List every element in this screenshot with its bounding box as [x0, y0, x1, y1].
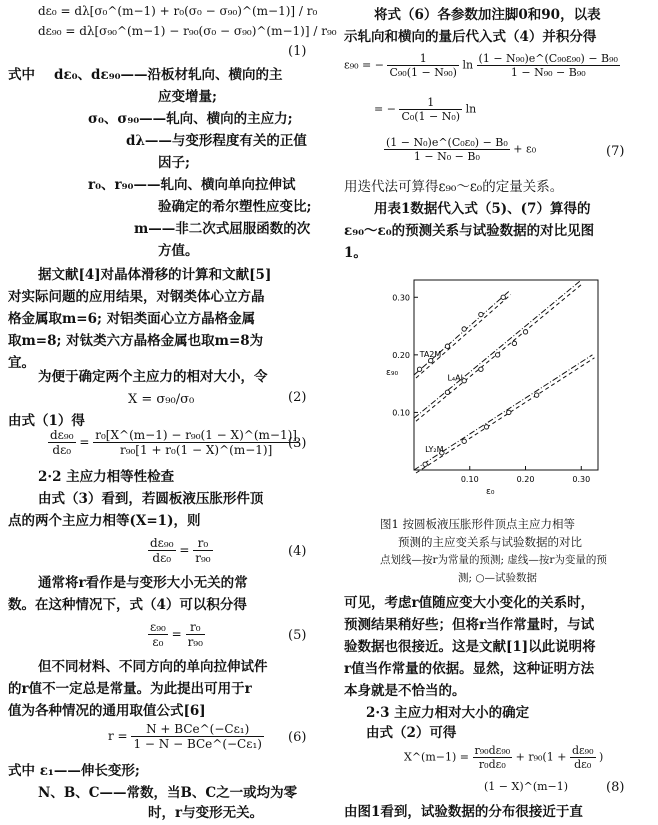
para1-line4: 取m=8; 对钛类六方晶格金属也取m=8为 — [8, 333, 264, 349]
r-para5: 由图1看到，试验数据的分布很接近于直 — [344, 804, 583, 820]
eq4: $\frac{\text{dε₉₀}}{\text{dε₀}}$ = $\frac{\text{r₀}}{\text{r₉₀}}$ — [150, 536, 211, 565]
data-point-0-0 — [417, 367, 421, 371]
def5b: 方值。 — [158, 243, 199, 259]
data-point-2-4 — [507, 410, 511, 414]
data-point-1-4 — [512, 341, 516, 345]
eq6-number: (6) — [288, 730, 307, 745]
r-para4-line1: 可见，考虑r值随应变大小变化的关系时， — [344, 595, 595, 611]
def1a: dε₀、dε₉₀——沿板材轧向、横向的主 — [54, 67, 283, 83]
r-para1-line2: 示轧向和横向的量后代入式（4）并积分得 — [344, 29, 597, 45]
data-point-0-4 — [479, 312, 483, 316]
eq7-line1: ε₉₀ = − $\frac{1}{\text{C₉₀(1 − N₉₀)}}$ ln $\frac{\text{(1 − N₉₀)e\textasciicircum{}(C₉₀ε₉₀) − B₉₀}}{\text{1 − N₉₀ − B₉₀}}$ — [344, 52, 618, 79]
x-tick-label-0: 0.10 — [460, 475, 479, 484]
fig-caption-line1: 图1 按圆板液压胀形件顶点主应力相等 — [380, 517, 575, 531]
series-line-dashed-2 — [416, 358, 594, 473]
series-line-dashed-0 — [416, 295, 511, 378]
fig-caption-line4: 测; ○—试验数据 — [458, 572, 538, 584]
series-line-dashdot-0 — [414, 292, 509, 375]
eq7-line2: = − $\frac{1}{\text{C₀(1 − N₀)}}$ ln — [374, 96, 477, 123]
y-axis-label: ε₉₀ — [386, 368, 399, 378]
y-tick-label-2: 0.30 — [392, 293, 410, 303]
data-point-0-2 — [445, 344, 449, 348]
para3-line2: 点的两个主应力相等(X=1)，则 — [8, 513, 201, 529]
section-2-2: 2·2 主应力相等性检查 — [38, 469, 175, 485]
r-para4-line4: r值当作常量的依据。显然，这种证明方法 — [344, 661, 595, 677]
eq6: r = $\frac{\text{N + BCe\textasciicircum{}(−Cε₁)}}{\text{1 − N − BCe\textasciicircum{}(−Cε₁)}}$ — [108, 722, 262, 751]
data-point-2-5 — [534, 393, 538, 397]
where2-line3: 时，r与变形无关。 — [148, 805, 264, 821]
y-tick-label-1: 0.20 — [392, 350, 410, 360]
para5-line3: 值为各种情况的通用取值公式[6] — [8, 703, 206, 719]
series-label-1: L₄Al — [447, 373, 463, 383]
para4-line2: 数。在这种情况下，式（4）可以积分得 — [8, 597, 247, 613]
data-point-0-5 — [501, 295, 505, 299]
def3b: 因子; — [158, 155, 190, 171]
series-label-0: TA2M — [419, 350, 442, 360]
def2: σ₀、σ₉₀——轧向、横向的主应力; — [88, 111, 293, 127]
data-point-2-0 — [423, 462, 427, 466]
data-point-2-3 — [484, 425, 488, 429]
def4b: 验确定的希尔塑性应变比; — [158, 199, 312, 215]
r-para4-line3: 验数据也很接近。这是文献[1]以此说明将 — [344, 639, 596, 655]
data-point-1-0 — [445, 390, 449, 394]
eq5: $\frac{\text{ε₉₀}}{\text{ε₀}}$ = $\frac{\text{r₀}}{\text{r₉₀}}$ — [150, 620, 203, 649]
section-2-3: 2·3 主应力相对大小的确定 — [366, 705, 530, 721]
plot-frame — [414, 280, 598, 470]
r-para3-line3: 1。 — [344, 245, 367, 261]
para1-line1: 据文献[4]对晶体滑移的计算和文献[5] — [38, 267, 272, 283]
def5a: m——非二次式屈服函数的次 — [134, 221, 311, 237]
r-para2: 用迭代法可算得ε₉₀～ε₀的定量关系。 — [344, 179, 564, 195]
where2-line1: 式中 ε₁——伸长变形; — [8, 763, 140, 779]
data-point-1-2 — [479, 367, 483, 371]
figure-1-chart — [378, 268, 618, 508]
eq3-number: (3) — [288, 436, 307, 451]
r-para4-line5: 本身就是不恰当的。 — [344, 683, 466, 699]
series-label-2: LY₂M — [425, 445, 444, 455]
para1-line3: 格金属取m=6; 对铝类面心立方晶格金属 — [8, 311, 256, 327]
para1-line5: 宜。 — [8, 355, 35, 371]
data-point-1-3 — [495, 353, 499, 357]
para2: 为便于确定两个主应力的相对大小，令 — [38, 369, 268, 385]
fig-caption-line2: 预测的主应变关系与试验数据的对比 — [398, 535, 582, 549]
from-eq2: 由式（2）可得 — [366, 725, 457, 741]
eq2: X = σ₉₀/σ₀ — [128, 392, 195, 407]
def1b: 应变增量; — [158, 89, 217, 105]
where-lead: 式中 — [8, 67, 35, 83]
eq7-number: (7) — [606, 144, 625, 159]
eq3: $\frac{\text{dε₉₀}}{\text{dε₀}}$ = $\frac{\text{r₀[X\textasciicircum{}(m−1) − r₉₀(1 − X)\textasciicircum{}(m−1)]}}{\text{r₉₀[1 + r₀(1 − X)\textasciicircum{}(m−1)]}}$ — [50, 428, 297, 457]
where2-line2: N、B、C——常数，当B、C之一或均为零 — [38, 785, 298, 801]
x-tick-label-1: 0.20 — [516, 475, 535, 484]
eq8-line1: X^(m−1) = $\frac{\text{r₉₀dε₉₀}}{\text{r₀dε₀}}$ + r₉₀(1 + $\frac{\text{dε₉₀}}{\text{dε₀}}$ ) — [404, 744, 604, 771]
r-para4-line2: 预测结果稍好些；但将r当作常量时，与试 — [344, 617, 595, 633]
data-point-1-5 — [523, 330, 527, 334]
eq8-line2: (1 − X)^(m−1) — [484, 780, 569, 793]
data-point-0-3 — [462, 327, 466, 331]
eq2-number: (2) — [288, 390, 307, 405]
eq7-line3: $\frac{\text{(1 − N₀)e\textasciicircum{}(C₀ε₀) − B₀}}{\text{1 − N₀ − B₀}}$ + ε₀ — [386, 136, 537, 163]
eq4-number: (4) — [288, 544, 307, 559]
eq5-number: (5) — [288, 628, 307, 643]
x-axis-label: ε₀ — [486, 487, 495, 497]
x-tick-label-2: 0.30 — [572, 475, 591, 484]
data-point-2-2 — [462, 439, 466, 443]
para3-line1: 由式（3）看到，若圆板液压胀形件顶 — [38, 491, 264, 507]
para5-line1: 但不同材料、不同方向的单向拉伸试件 — [38, 659, 268, 675]
fig-caption-line3: 点划线—按r为常量的预测; 虚线—按r为变量的预 — [380, 554, 607, 566]
r-para1-line1: 将式（6）各参数加注脚0和90，以表 — [374, 7, 601, 23]
para5-line2: 的r值不一定总是常量。为此提出可用于r — [8, 681, 252, 697]
def3a: dλ——与变形程度有关的正值 — [126, 133, 307, 149]
eq8-number: (8) — [606, 780, 625, 795]
para1-line2: 对实际问题的应用结果，对钢类体心立方晶 — [8, 289, 265, 305]
r-para3-line2: ε₉₀～ε₀的预测关系与试验数据的对比见图 — [344, 223, 595, 239]
eq1-line1: dε₀ = dλ[σ₀^(m−1) + r₀(σ₀ − σ₉₀)^(m−1)] / r₀ — [38, 4, 318, 18]
from-eq1: 由式（1）得 — [8, 413, 85, 429]
def4a: r₀、r₉₀——轧向、横向单向拉伸试 — [88, 177, 296, 193]
para4-line1: 通常将r看作是与变形大小无关的常 — [38, 575, 248, 591]
eq1-line2: dε₉₀ = dλ[σ₉₀^(m−1) − r₉₀(σ₀ − σ₉₀)^(m−1)] / r₉₀ — [38, 24, 337, 38]
eq1-number: (1) — [288, 44, 307, 59]
r-para3-line1: 用表1数据代入式（5)、(7）算得的 — [374, 201, 591, 217]
y-tick-label-0: 0.10 — [392, 408, 410, 418]
